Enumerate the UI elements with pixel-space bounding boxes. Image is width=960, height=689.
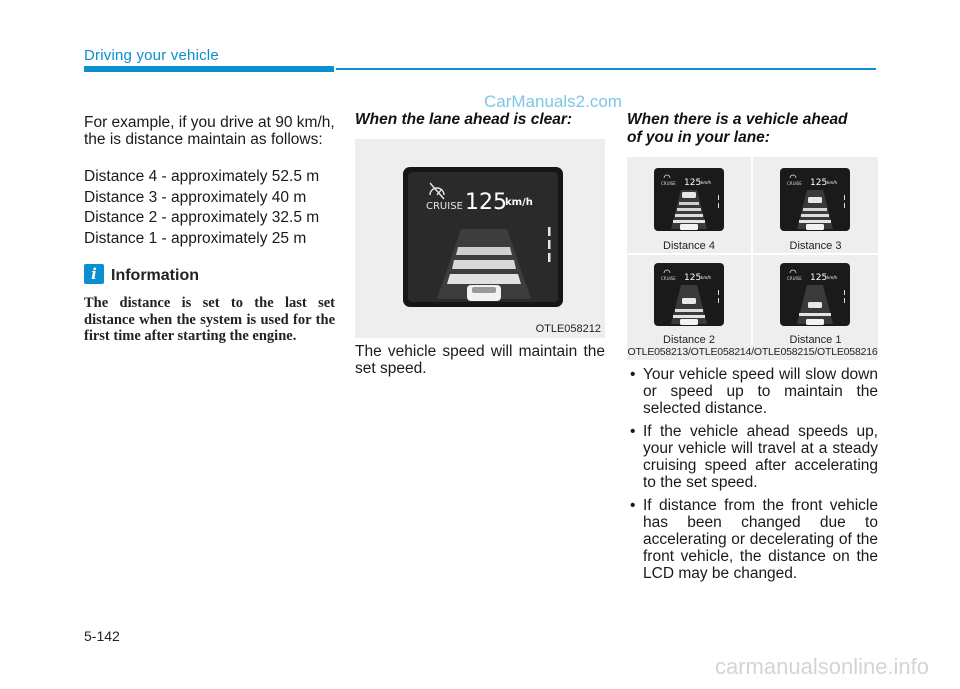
distance-label: Distance 2	[663, 334, 715, 346]
distance-bar	[677, 208, 701, 211]
distance-figure-grid	[627, 157, 878, 360]
intro-text	[84, 114, 336, 148]
speed-unit: km/h	[505, 197, 533, 208]
speed-unit: km/h	[701, 275, 712, 280]
body-line: set speed.	[355, 360, 427, 377]
cluster-display	[355, 139, 605, 338]
distance-label: Distance 4	[663, 240, 715, 252]
cruise-label: CRUISE	[661, 276, 676, 281]
distance-bar	[675, 214, 703, 217]
own-car-icon	[806, 224, 824, 230]
cruise-label: CRUISE	[661, 181, 676, 186]
figure-code: OTLE058212	[535, 323, 601, 335]
info-text: The distance is set to the last set distance when the system is used for the first time after starting the engine.	[84, 295, 335, 344]
mini-display	[753, 157, 878, 237]
distance-bar	[447, 274, 521, 284]
distance-bar	[673, 220, 705, 223]
watermark[interactable]: CarManuals2.com	[484, 92, 622, 111]
distance-item: Distance 2 - approximately 32.5 m	[84, 209, 320, 226]
distance-bar	[799, 313, 831, 316]
distance-label: Distance 1	[789, 334, 842, 346]
speed-value: 125	[810, 178, 828, 188]
front-car-icon	[808, 302, 822, 308]
own-car-icon	[680, 319, 698, 325]
speed-unit: km/h	[701, 180, 712, 185]
behavior-list	[627, 366, 878, 588]
heading-line: When there is a vehicle ahead	[627, 111, 848, 128]
section-title: Driving your vehicle	[84, 47, 219, 64]
bottom-watermark[interactable]: carmanualsonline.info	[715, 654, 930, 679]
distance-bar	[799, 220, 831, 223]
distance-label: Distance 3	[789, 240, 842, 252]
heading-line: of you in your lane:	[627, 129, 770, 146]
distance-panel	[627, 255, 751, 345]
front-car-icon	[682, 192, 696, 198]
gauge-tick	[548, 227, 551, 236]
front-car-icon	[808, 197, 822, 203]
front-car-icon	[682, 298, 696, 304]
body-line: The vehicle speed will maintain the	[355, 343, 605, 360]
speed-unit: km/h	[827, 275, 838, 280]
distance-bar	[803, 208, 827, 211]
mini-display	[753, 255, 878, 333]
mini-display	[627, 157, 751, 237]
mini-display	[627, 255, 751, 333]
intro-line: the is distance maintain as follows:	[84, 131, 323, 148]
distance-panel	[627, 157, 751, 253]
speed-value: 125	[810, 273, 828, 283]
vehicle-ahead-heading	[627, 111, 848, 147]
gauge-tick	[548, 240, 551, 249]
distance-bar	[452, 260, 516, 269]
header-rule	[336, 68, 876, 70]
distance-bar	[679, 202, 699, 205]
distance-panel	[753, 255, 878, 345]
distance-bar	[675, 309, 703, 312]
cruise-label: CRUISE	[426, 201, 463, 212]
page-number: 5-142	[84, 628, 120, 644]
speed-value: 125	[684, 273, 702, 283]
lane-clear-text	[355, 343, 605, 377]
own-car-icon	[806, 319, 824, 325]
speed-value: 125	[465, 190, 507, 215]
speed-unit: km/h	[827, 180, 838, 185]
list-item: • If the vehicle ahead speeds up, your vehicle will travel at a steady cruising speed after accelerating to the set speed.	[627, 423, 878, 491]
lane-clear-heading: When the lane ahead is clear:	[355, 111, 573, 128]
gauge-tick	[548, 253, 551, 262]
own-car-icon	[467, 285, 501, 301]
info-title: Information	[111, 267, 199, 284]
own-car-icon	[680, 224, 698, 230]
cruise-label: CRUISE	[787, 276, 802, 281]
distance-bar	[801, 214, 829, 217]
cluster-figure	[355, 139, 605, 338]
figure-code: OTLE058213/OTLE058214/OTLE058215/OTLE058216	[627, 346, 878, 358]
cruise-label: CRUISE	[787, 181, 802, 186]
distance-bar	[673, 315, 705, 318]
list-item: • If distance from the front vehicle has been changed due to accelerating or decelerating of the front vehicle, the distance on the LCD may be changed.	[627, 497, 878, 582]
speed-value: 125	[684, 178, 702, 188]
intro-line: For example, if you drive at 90 km/h,	[84, 114, 335, 131]
header-bar	[84, 66, 334, 72]
distance-bar	[456, 247, 512, 255]
distance-item: Distance 4 - approximately 52.5 m	[84, 168, 320, 185]
distance-item: Distance 3 - approximately 40 m	[84, 188, 307, 206]
distance-item: Distance 1 - approximately 25 m	[84, 229, 307, 247]
list-item: • Your vehicle speed will slow down or speed up to maintain the selected distance.	[627, 366, 878, 417]
distance-panel	[753, 157, 878, 253]
info-icon: i	[84, 264, 104, 284]
distance-list	[84, 168, 336, 247]
